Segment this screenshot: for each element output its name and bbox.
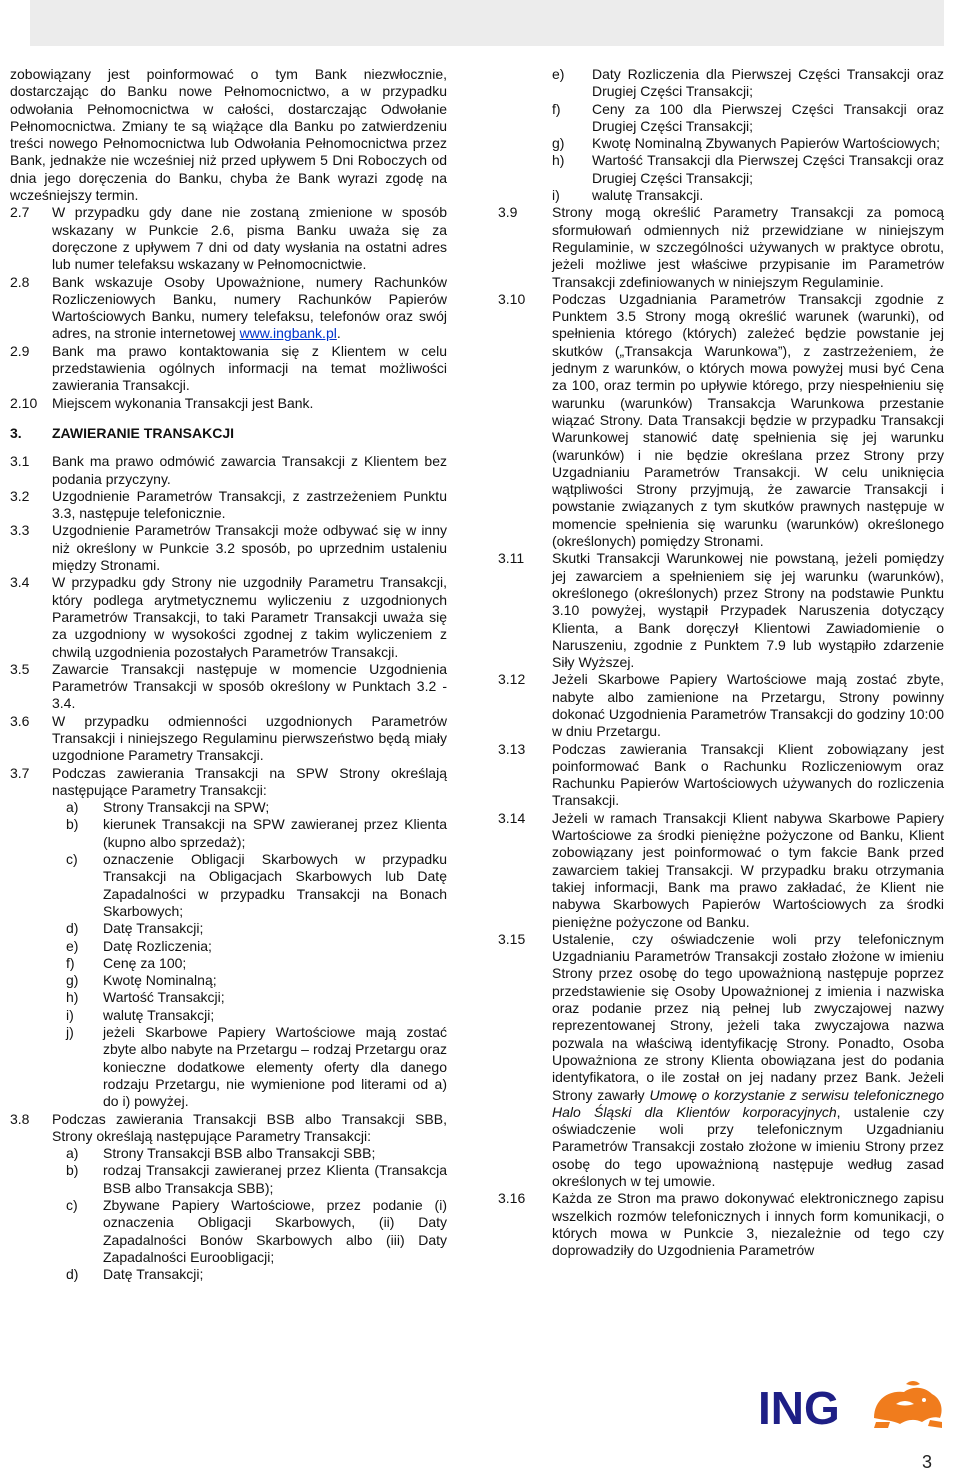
clause-3-1: 3.1 Bank ma prawo odmówić zawarcia Transakcji z Klientem bez podania przyczyny. [10,453,447,487]
clause-3-7: 3.7 Podczas zawierania Transakcji na SPW Strony określają następujące Parametry Transakcji: [10,764,447,798]
list-item: c) Zbywane Papiery Wartościowe, przez podanie (i) oznaczenia Obligacji Skarbowych, (ii) Daty Zapadalności Bonów Skarbowych albo (iii) Daty Zapadalności Euroobligacji; [66,1197,447,1265]
clause-3-13: 3.13 Podczas zawierania Transakcji Klient zobowiązany jest poinformować Bank o Rachunku Rozliczeniowym oraz Rachunku Papierów Wartościowych używanych do rozliczenia Transakcji. [498,740,944,809]
list-item: i) walutę Transakcji. [552,187,704,204]
clause-3-15: 3.15 Ustalenie, czy oświadczenie woli przy telefonicznym Uzgadnianiu Parametrów Transakcji zostało złożone w imieniu Strony przez osobę do tego upoważnioną następuje poprzez przedstawienie się Osoby Upoważnionej z imienia i nazwiska oraz podanie przez nią pełnej lub zwyczajowej nazwy reprezentowanej Strony, jeżeli taka zwyczajowa nazwa pozwala na właściwą identyfikację Strony. Ponadto, Osoba Upoważniona ze strony Klienta obowiązana jest do podania identyfikatora, o ile został on jej nadany przez Bank. Jeżeli Strony zawarły Umowę o korzystanie z serwisu telefonicznego Halo Śląski dla Klientów korporacyjnych, ustalenie czy oświadczenie woli przy telefonicznym Uzgadnianiu Parametrów Transakcji zostało złożone w imieniu Strony przez osobę do tego upoważnioną następuje według zasad określonych w tej umowie. [498,930,944,1189]
clause-3-4: 3.4 W przypadku gdy Strony nie uzgodniły Parametru Transakcji, który podlega arytmetycznemu wyliczeniu z uzgodnionych Parametrów Transakcji, to taki Parametr Transakcji uważa się za uzgodniony w wysokości zgodnej z takim wyliczeniem z chwilą uzgodnienia pozostałych Parametrów Transakcji. [10,574,447,660]
page-number: 3 [922,1452,933,1472]
list-item: d) Datę Transakcji; [66,920,204,937]
clause-3-2: 3.2 Uzgodnienie Parametrów Transakcji, z zastrzeżeniem Punktu 3.3, następuje telefonicznie. [10,487,447,522]
list-item: c) oznaczenie Obligacji Skarbowych w przypadku Transakcji na Obligacjach Skarbowych lub Datę Zapadalności w przypadku Transakcji na Bonach Skarbowych; [66,851,447,919]
clause-3-12: 3.12 Jeżeli Skarbowe Papiery Wartościowe mają zostać zbyte, nabyte albo zamienione na Przetargu, Strony powinny dokonać Uzgodnienia Parametrów Transakcji do godziny 10:00 w dniu Przetargu. [498,671,944,740]
list-item: g) Kwotę Nominalną Zbywanych Papierów Wartościowych; [552,135,941,152]
clause-3-16: 3.16 Każda ze Stron ma prawo dokonywać elektronicznego zapisu wszelkich rozmów telefonicznych i innych form komunikacji, o których mowa w Punkcie 3, niezależnie od tego czy doprowadziły do Uzgodnienia Parametrów [498,1190,944,1259]
italic-agreement-name: Umowę o korzystanie z serwisu telefonicznego Halo Śląski dla Klientów korporacyjnych [552,1086,944,1120]
clause-3-14: 3.14 Jeżeli w ramach Transakcji Klient nabywa Skarbowe Papiery Wartościowe za środki pieniężne pożyczone od Banku, Klient zobowiązany jest poinformować o tym fakcie Bank przed zawarciem takiej Transakcji. W przypadku braku otrzymania takiej informacji, Bank ma prawo zakładać, że Klient nie nabywa Skarbowych Papierów Wartościowych za środki pieniężne pożyczone od Banku. [498,809,944,930]
ing-logo-text: ING [758,1382,840,1434]
list-item: f) Ceny za 100 dla Pierwszej Części Transakcji oraz Drugiej Części Transakcji; [552,100,944,134]
clause-3-11: 3.11 Skutki Transakcji Warunkowej nie powstaną, jeżeli pomiędzy jej zawarciem a spełnieniem się jej warunku (warunków), określonego (określonych) przez Strony na podstawie Punktu 3.10 powyżej, wystąpił Przypadek Naruszenia dotyczący Klienta, a Bank doręczył Klientowi Zawiadomienie o Naruszeniu, zgodnie z Punktem 7.9 lub wystąpiło zdarzenie Siły Wyższej. [498,550,944,671]
list-item: i) walutę Transakcji; [66,1006,215,1023]
top-scan-bar [0,0,960,46]
list-item: d) Datę Transakcji; [66,1266,204,1283]
left-column [10,66,447,1283]
list-item: b) kierunek Transakcji na SPW zawieranej przez Klienta (kupno albo sprzedaż); [66,816,447,850]
list-item: g) Kwotę Nominalną; [66,972,217,989]
list-item: h) Wartość Transakcji dla Pierwszej Części Transakcji oraz Drugiej Części Transakcji; [552,152,944,186]
clause-2-8: 2.8 Bank wskazuje Osoby Upoważnione, numery Rachunków Rozliczeniowych Banku, numery Rachunków Papierów Wartościowych Banku, numery telefaksu, telefonów oraz swój adres, na stronie internetowej www.ingbank.pl. [10,273,447,342]
clause-3-10: 3.10 Podczas Uzgadniania Parametrów Transakcji zgodnie z Punktem 3.5 Strony mogą określić warunek (warunki), od spełnienia którego (których) zależeć będzie powstanie jej skutków („Transakcja Warunkowa”), z zastrzeżeniem, że jednym z warunków, o których mowa powyżej musi być Cena za 100, oraz termin po upływie którego, przy niespełnieniu się warunku (warunków) Transakcja Warunkowa przestanie wiązać Strony. Data Transakcji będzie w przypadku Transakcji Warunkowej stanowić datę spełnienia się jej warunku (warunków) i nie będzie określana przez Strony przy Uzgadnianiu Parametrów Transakcji. W celu uniknięcia wątpliwości Strony przyjmują, że zawarcie Transakcji i powstanie związanych z tym skutków prawnych następuje w momencie spełnienia się warunku (warunków) określonego (określonych) pomiędzy Stronami. [498,290,944,550]
list-item: e) Daty Rozliczenia dla Pierwszej Części Transakcji oraz Drugiej Części Transakcji; [552,66,944,100]
list-item: a) Strony Transakcji na SPW; [66,799,270,816]
ing-logo [756,1378,946,1434]
ingbank-link[interactable]: www.ingbank.pl [239,325,337,342]
clause-2-10: 2.10 Miejscem wykonania Transakcji jest Bank. [10,394,314,411]
clause-2-9: 2.9 Bank ma prawo kontaktowania się z Klientem w celu przedstawienia ogólnych informacji na temat możliwości zawierania Transakcji. [10,342,447,394]
list-item: j) jeżeli Skarbowe Papiery Wartościowe mają zostać zbyte albo nabyte na Przetargu – rodzaj Przetargu oraz konieczne dodatkowe elementy oferty dla danego rodzaju Przetargu, nie wymienione pod literami od a) do i) powyżej. [66,1024,447,1110]
intro-paragraph: zobowiązany jest poinformować o tym Bank niezwłocznie, dostarczając do Banku nowe Pełnomocnictwo, a w przypadku odwołania Pełnomocnictwa w całości, dostarczając Odwołanie Pełnomocnictwa. Zmiany te są wiążące dla Banku po zatwierdzeniu treści nowego Pełnomocnictwa lub Odwołania Pełnomocnictwa przez Bank, jednakże nie wcześniej niż przed upływem 5 Dni Roboczych od dnia jego doręczenia do Banku, chyba że Bank wyrazi zgodę na wcześniejszy termin. [10,66,447,204]
list-item: b) rodzaj Transakcji zawieranej przez Klienta (Transakcja BSB albo Transakcja SBB); [66,1162,447,1196]
list-item: f) Cenę za 100; [66,954,187,971]
clause-3-5: 3.5 Zawarcie Transakcji następuje w momencie Uzgodnienia Parametrów Transakcji w sposób określony w Punktach 3.2 - 3.4. [10,660,447,712]
ing-lion-icon [756,1378,946,1434]
section-heading: 3. ZAWIERANIE TRANSAKCJI [10,424,235,441]
clause-3-6: 3.6 W przypadku odmienności uzgodnionych Parametrów Transakcji i niniejszego Regulaminu pierwszeństwo będą miały uzgodnione Parametry Transakcji. [10,712,447,764]
clause-3-9: 3.9 Strony mogą określić Parametry Transakcji za pomocą sformułowań odmiennych niż przewidziane w niniejszym Regulaminie, w szczególności używanych w praktyce obrotu, jeżeli możliwe jest właściwe przypisanie im Parametrów Transakcji zdefiniowanych w niniejszym Regulaminie. [498,204,944,290]
right-column [498,66,944,1259]
clause-3-8: 3.8 Podczas zawierania Transakcji BSB albo Transakcji SBB, Strony określają następujące Parametry Transakcji: [10,1110,447,1144]
clause-2-7: 2.7 W przypadku gdy dane nie zostaną zmienione w sposób wskazany w Punkcie 2.6, pisma Banku uważa się za doręczone z upływem 7 dni od daty wysłania na ostatni adres lub numer telefaksu wskazany w Pełnomocnictwie. [10,204,447,273]
clause-3-3: 3.3 Uzgodnienie Parametrów Transakcji może odbywać się w inny niż określony w Punkcie 3.2 sposób, po uprzednim ustaleniu między Stronami. [10,522,447,574]
list-item: a) Strony Transakcji BSB albo Transakcji SBB; [66,1145,376,1162]
list-item: e) Datę Rozliczenia; [66,937,212,954]
list-item: h) Wartość Transakcji; [66,989,225,1006]
